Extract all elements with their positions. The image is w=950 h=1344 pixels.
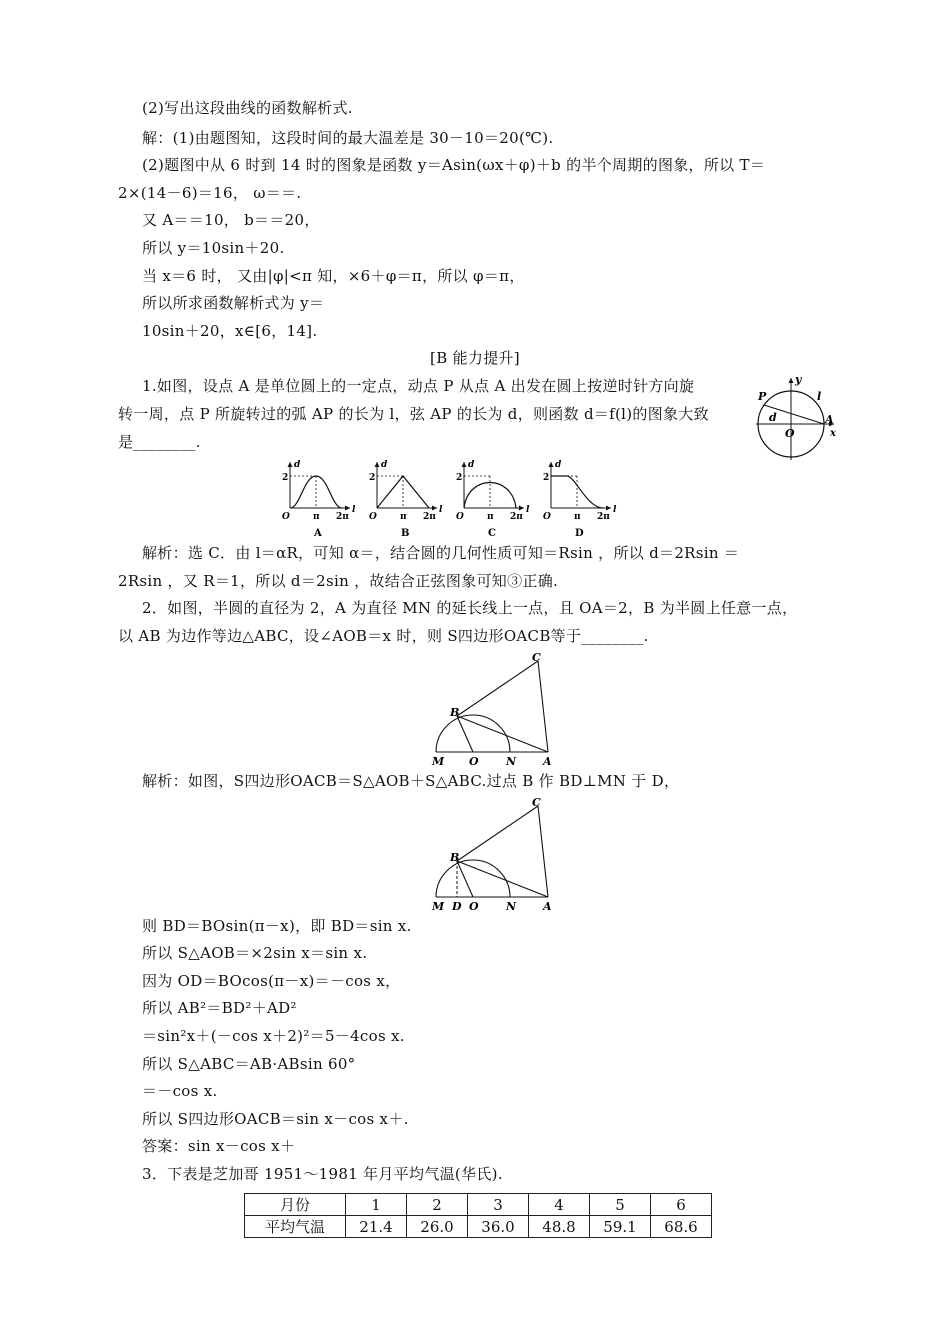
label-l: l <box>817 390 822 403</box>
table-cell: 36.0 <box>468 1216 529 1238</box>
text-line: 10sin＋20，x∈[6，14]. <box>142 322 318 340</box>
text-line: 以 AB 为边作等边△ABC，设∠AOB＝x 时，则 S四边形OACB等于________. <box>118 627 649 645</box>
label-B: B <box>450 851 460 864</box>
tick-label-2pi: 2π <box>336 512 349 522</box>
table-cell: 48.8 <box>529 1216 590 1238</box>
text-line: 则 BD＝BOsin(π－x)，即 BD＝sin x. <box>142 917 412 935</box>
text-line: ＝－cos x. <box>142 1082 218 1100</box>
tick-label-2pi: 2π <box>597 512 610 522</box>
table-header-cell: 平均气温 <box>245 1216 346 1238</box>
text-line: (2)写出这段曲线的函数解析式. <box>142 99 353 117</box>
text-line: 所以 S△ABC＝AB·ABsin 60° <box>142 1055 356 1073</box>
option-label: A <box>314 528 322 539</box>
table-cell: 5 <box>590 1194 651 1216</box>
axis-label-d: d <box>381 460 388 470</box>
axis-label-d: d <box>294 460 301 470</box>
text-line: 当 x＝6 时， 又由|φ|<π 知，×6＋φ＝π，所以 φ＝π， <box>142 267 525 285</box>
label-M: M <box>432 755 445 768</box>
triangle-figure-2 <box>428 795 560 913</box>
text-line: 是________. <box>118 433 201 451</box>
axis-label-l: l <box>352 505 356 515</box>
triangle-figure-1 <box>428 650 560 768</box>
table-cell: 21.4 <box>346 1216 407 1238</box>
x-axis-arrow <box>606 506 611 511</box>
text-line: 又 A＝＝10， b＝＝20， <box>142 211 320 229</box>
text-line: 解：(1)由题图知，这段时间的最大温差是 30－10＝20(℃). <box>142 129 554 147</box>
x-axis-arrow <box>519 506 524 511</box>
origin-label: O <box>456 512 464 522</box>
label-A: A <box>543 900 552 913</box>
tick-label-2pi: 2π <box>510 512 523 522</box>
table-row <box>245 1194 712 1216</box>
y-axis-arrow <box>288 462 293 467</box>
text-line: 2．如图，半圆的直径为 2，A 为直径 MN 的延长线上一点，且 OA＝2，B 为半圆上任意一点， <box>142 599 798 617</box>
option-label: D <box>575 528 584 539</box>
option-label: C <box>488 528 496 539</box>
label-x: x <box>830 428 836 439</box>
axis-label-l: l <box>439 505 443 515</box>
table-cell: 2 <box>407 1194 468 1216</box>
table-cell: 59.1 <box>590 1216 651 1238</box>
tick-label-2: 2 <box>282 473 289 483</box>
text-line: 因为 OD＝BOcos(π－x)＝－cos x， <box>142 972 401 990</box>
text-line: 所以 S△AOB＝×2sin x＝sin x. <box>142 944 368 962</box>
label-O: O <box>469 900 479 913</box>
text-line: 解析：选 C．由 l＝αR，可知 α＝，结合圆的几何性质可知＝Rsin ，所以 d＝2Rsin ＝ <box>142 544 740 562</box>
origin-label: O <box>543 512 551 522</box>
label-A: A <box>825 413 834 426</box>
option-label: B <box>401 528 410 539</box>
label-M: M <box>432 900 445 913</box>
axis-label-l: l <box>526 505 530 515</box>
label-y: y <box>795 373 802 386</box>
table-cell: 1 <box>346 1194 407 1216</box>
text-line: ＝sin²x＋(－cos x＋2)²＝5－4cos x. <box>142 1027 405 1045</box>
y-axis-arrow <box>375 462 380 467</box>
text-line: 答案：sin x－cos x＋ <box>142 1137 296 1155</box>
label-C: C <box>532 796 541 809</box>
table-header-cell: 月份 <box>245 1194 346 1216</box>
label-A: A <box>543 755 552 768</box>
tick-label-2: 2 <box>369 473 376 483</box>
text-line: 所以 y＝10sin＋20. <box>142 239 285 257</box>
axis-label-l: l <box>613 505 617 515</box>
origin-label: O <box>282 512 290 522</box>
table-cell: 68.6 <box>651 1216 712 1238</box>
tick-label-2: 2 <box>543 473 550 483</box>
tick-label-pi: π <box>313 512 320 522</box>
text-line: 1.如图，设点 A 是单位圆上的一定点，动点 P 从点 A 出发在圆上按逆时针方向旋 <box>142 377 695 395</box>
section-heading: [B 能力提升] <box>430 349 520 367</box>
label-N: N <box>506 900 517 913</box>
table-cell: 6 <box>651 1194 712 1216</box>
text-line: 解析：如图，S四边形OACB＝S△AOB＋S△ABC.过点 B 作 BD⊥MN 于 D， <box>142 772 680 790</box>
tick-label-pi: π <box>487 512 494 522</box>
text-line: 所以 AB²＝BD²＋AD² <box>142 999 297 1017</box>
text-line: 转一周，点 P 所旋转过的弧 AP 的长为 l，弦 AP 的长为 d，则函数 d＝f(l)的图象大致 <box>118 405 709 423</box>
y-axis-arrow <box>462 462 467 467</box>
text-line: 2Rsin ，又 R＝1，所以 d＝2sin ，故结合正弦图象可知③正确. <box>118 572 559 590</box>
text-line: (2)题图中从 6 时到 14 时的图象是函数 y＝Asin(ωx＋φ)＋b 的半个周期的图象，所以 T＝ <box>142 156 766 174</box>
label-N: N <box>506 755 517 768</box>
temperature-table <box>244 1193 712 1238</box>
x-axis-arrow <box>432 506 437 511</box>
label-D: D <box>452 900 462 913</box>
tick-label-2: 2 <box>456 473 463 483</box>
table-row <box>245 1216 712 1238</box>
x-axis-arrow <box>345 506 350 511</box>
option-graphs <box>276 458 622 540</box>
table-cell: 26.0 <box>407 1216 468 1238</box>
label-O: O <box>469 755 479 768</box>
label-O: O <box>785 427 795 440</box>
tick-label-pi: π <box>574 512 581 522</box>
y-axis-arrow <box>549 462 554 467</box>
table-cell: 4 <box>529 1194 590 1216</box>
axis-label-d: d <box>468 460 475 470</box>
label-C: C <box>532 651 541 664</box>
text-line: 所以所求函数解析式为 y＝ <box>142 294 325 312</box>
origin-label: O <box>369 512 377 522</box>
text-line: 所以 S四边形OACB＝sin x－cos x＋. <box>142 1110 409 1128</box>
tick-label-2pi: 2π <box>423 512 436 522</box>
label-P: P <box>758 390 767 403</box>
label-B: B <box>450 706 460 719</box>
axis-label-d: d <box>555 460 562 470</box>
text-line: 3．下表是芝加哥 1951～1981 年月平均气温(华氏). <box>142 1165 503 1183</box>
unit-circle-figure <box>750 370 840 466</box>
text-line: 2×(14－6)＝16， ω＝＝. <box>118 184 302 202</box>
label-d: d <box>769 411 777 424</box>
table-cell: 3 <box>468 1194 529 1216</box>
tick-label-pi: π <box>400 512 407 522</box>
